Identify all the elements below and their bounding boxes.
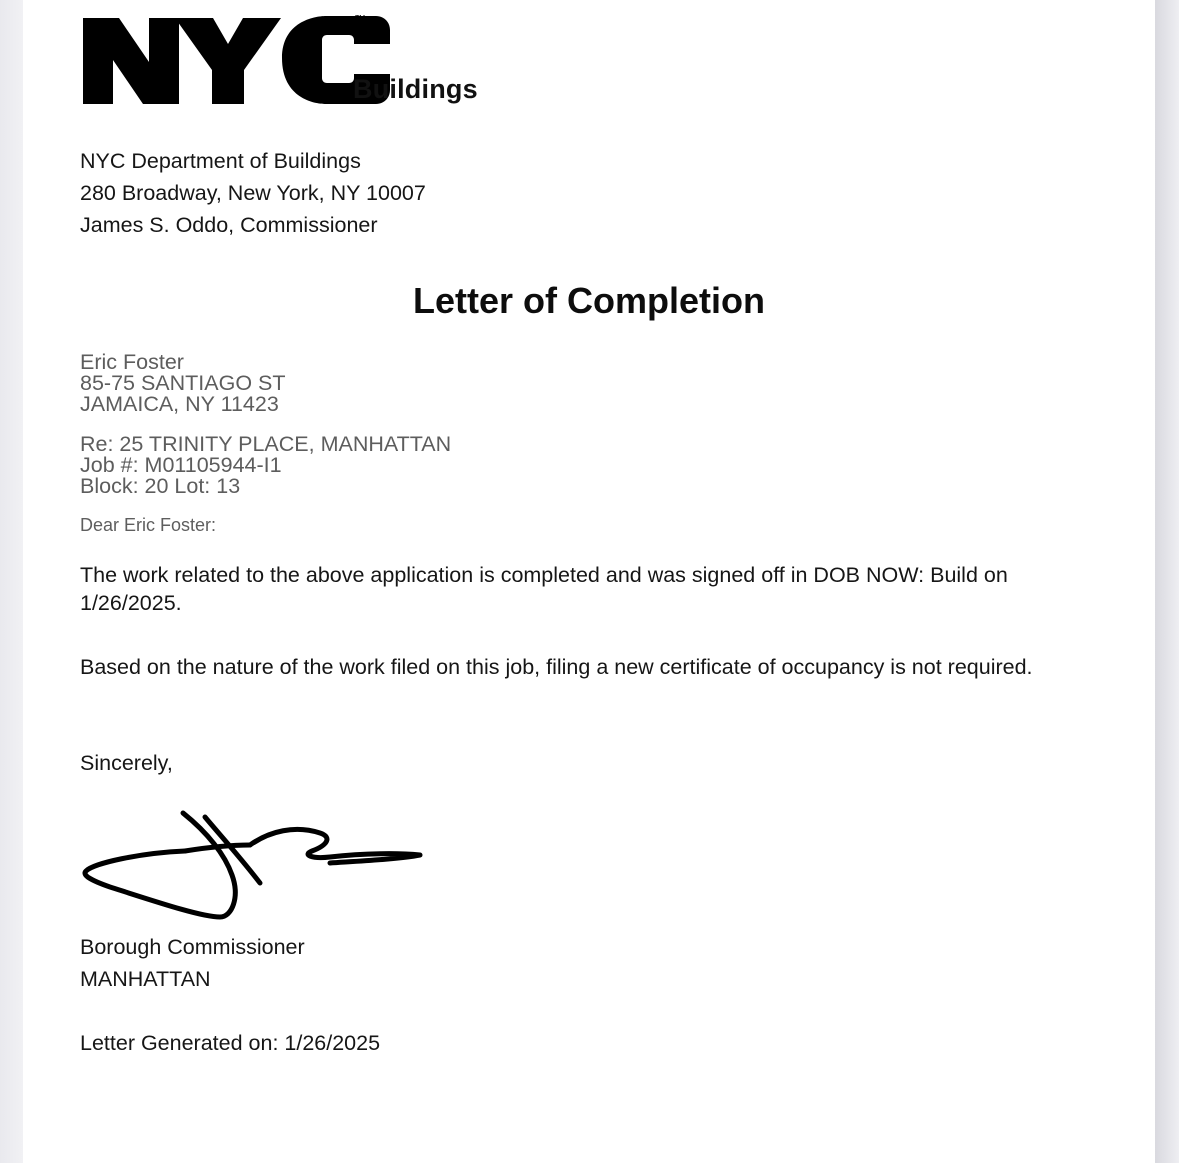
closing: Sincerely, bbox=[80, 751, 173, 775]
trademark-mark: TM bbox=[355, 15, 366, 22]
department-name: NYC Department of Buildings bbox=[80, 149, 361, 173]
paragraph-occupancy: Based on the nature of the work filed on this job, filing a new certificate of occupancy is not required. bbox=[80, 655, 1033, 679]
job-number: Job #: M01105944-I1 bbox=[80, 453, 282, 477]
paragraph-completion: The work related to the above application is completed and was signed off in DOB NOW: Build on 1/26/2025. bbox=[80, 563, 1008, 615]
recipient-name: Eric Foster bbox=[80, 350, 184, 374]
letter-page bbox=[23, 0, 1155, 1163]
letter-title: Letter of Completion bbox=[413, 280, 765, 321]
salutation: Dear Eric Foster: bbox=[80, 515, 217, 535]
generated-date: Letter Generated on: 1/26/2025 bbox=[80, 1031, 381, 1055]
department-address: 280 Broadway, New York, NY 10007 bbox=[80, 181, 426, 205]
recipient-city: JAMAICA, NY 11423 bbox=[80, 392, 279, 416]
commissioner-name: James S. Oddo, Commissioner bbox=[80, 213, 378, 237]
signatory-borough: MANHATTAN bbox=[80, 967, 211, 991]
recipient-street: 85-75 SANTIAGO ST bbox=[80, 371, 286, 395]
signatory-title: Borough Commissioner bbox=[80, 935, 305, 959]
viewer-left-margin bbox=[0, 0, 23, 1163]
logo-wordmark: Buildings bbox=[353, 74, 478, 104]
block-lot: Block: 20 Lot: 13 bbox=[80, 474, 241, 498]
viewer-right-scroll-edge bbox=[1155, 0, 1179, 1163]
reference-address: Re: 25 TRINITY PLACE, MANHATTAN bbox=[80, 432, 452, 456]
handwritten-signature bbox=[80, 805, 425, 925]
